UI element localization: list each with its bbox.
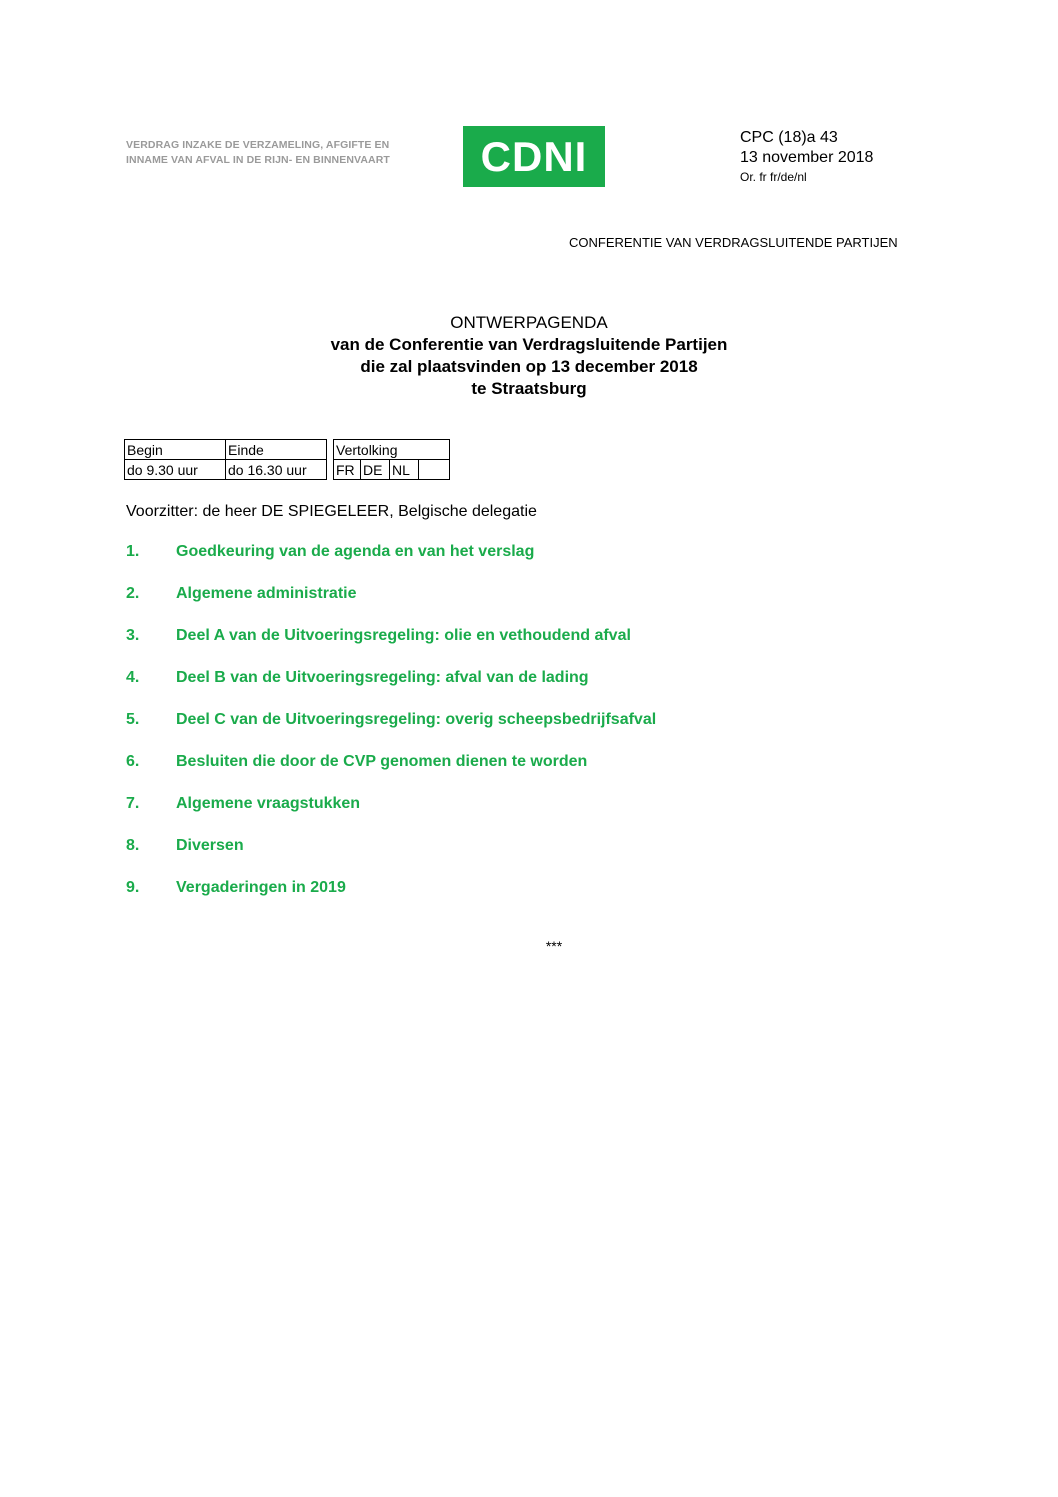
chair-suffix: , Belgische delegatie xyxy=(389,503,537,520)
agenda-item xyxy=(126,711,656,753)
agenda-item-number: 1. xyxy=(126,543,140,560)
table-gap xyxy=(327,460,334,480)
chair-name: DE SPIEGELEER xyxy=(261,503,390,520)
agenda-item xyxy=(126,837,656,879)
begin-value: do 9.30 uur xyxy=(125,460,226,480)
times-header-row xyxy=(125,440,450,460)
conference-heading: CONFERENTIE VAN VERDRAGSLUITENDE PARTIJEN xyxy=(569,235,898,250)
agenda-item-number: 8. xyxy=(126,837,140,854)
title-line-2: van de Conferentie van Verdragsluitende Partijen xyxy=(330,335,728,354)
organization-name xyxy=(126,138,446,168)
agenda-item-text: Deel B van de Uitvoeringsregeling: afval van de lading xyxy=(176,669,589,686)
language-cell-empty xyxy=(419,460,450,480)
agenda-item-text: Algemene vraagstukken xyxy=(176,795,361,812)
language-cell-fr: FR xyxy=(334,460,361,480)
agenda-list xyxy=(126,543,656,921)
begin-label: Begin xyxy=(125,440,226,460)
document-title xyxy=(0,312,1058,400)
chair-line xyxy=(126,503,537,521)
agenda-item-number: 6. xyxy=(126,753,140,770)
title-line-3: die zal plaatsvinden op 13 december 2018 xyxy=(360,357,698,376)
agenda-item-text: Diversen xyxy=(176,837,244,854)
agenda-item-number: 4. xyxy=(126,669,140,686)
agenda-item xyxy=(126,795,656,837)
agenda-item-text: Algemene administratie xyxy=(176,585,357,602)
reference-date: 13 november 2018 xyxy=(740,149,874,166)
agenda-item-number: 7. xyxy=(126,795,140,812)
agenda-item-number: 3. xyxy=(126,627,140,644)
language-cell-de: DE xyxy=(361,460,390,480)
meeting-times-table xyxy=(124,439,450,480)
agenda-item-text: Goedkeuring van de agenda en van het verslag xyxy=(176,543,535,560)
agenda-item xyxy=(126,753,656,795)
table-gap xyxy=(327,440,334,460)
end-label: Einde xyxy=(226,440,327,460)
org-name-line-1: VERDRAG INZAKE DE VERZAMELING, AFGIFTE EN xyxy=(126,139,390,151)
original-languages: Or. fr fr/de/nl xyxy=(740,170,807,184)
end-value: do 16.30 uur xyxy=(226,460,327,480)
cdni-logo xyxy=(463,126,605,187)
agenda-item xyxy=(126,879,656,921)
title-line-1: ONTWERPAGENDA xyxy=(450,313,608,332)
end-marker: *** xyxy=(545,938,563,954)
agenda-item-text: Deel A van de Uitvoeringsregeling: olie en vethoudend afval xyxy=(176,627,631,644)
agenda-item-number: 9. xyxy=(126,879,140,896)
reference-code: CPC (18)a 43 xyxy=(740,129,838,146)
times-value-row xyxy=(125,460,450,480)
agenda-item-text: Besluiten die door de CVP genomen dienen te worden xyxy=(176,753,588,770)
agenda-item-text: Deel C van de Uitvoeringsregeling: overig scheepsbedrijfsafval xyxy=(176,711,657,728)
chair-prefix: Voorzitter: de heer xyxy=(126,503,262,520)
agenda-item xyxy=(126,627,656,669)
org-name-line-2: INNAME VAN AFVAL IN DE RIJN- EN BINNENVAART xyxy=(126,154,390,166)
agenda-item xyxy=(126,669,656,711)
interpretation-label: Vertolking xyxy=(334,440,450,460)
agenda-item xyxy=(126,585,656,627)
agenda-item xyxy=(126,543,656,585)
language-cell-nl: NL xyxy=(390,460,419,480)
document-reference xyxy=(740,128,873,186)
agenda-item-number: 2. xyxy=(126,585,140,602)
agenda-item-text: Vergaderingen in 2019 xyxy=(176,879,346,896)
title-line-4: te Straatsburg xyxy=(471,379,587,398)
agenda-item-number: 5. xyxy=(126,711,140,728)
logo-text: CDNI xyxy=(480,132,588,180)
